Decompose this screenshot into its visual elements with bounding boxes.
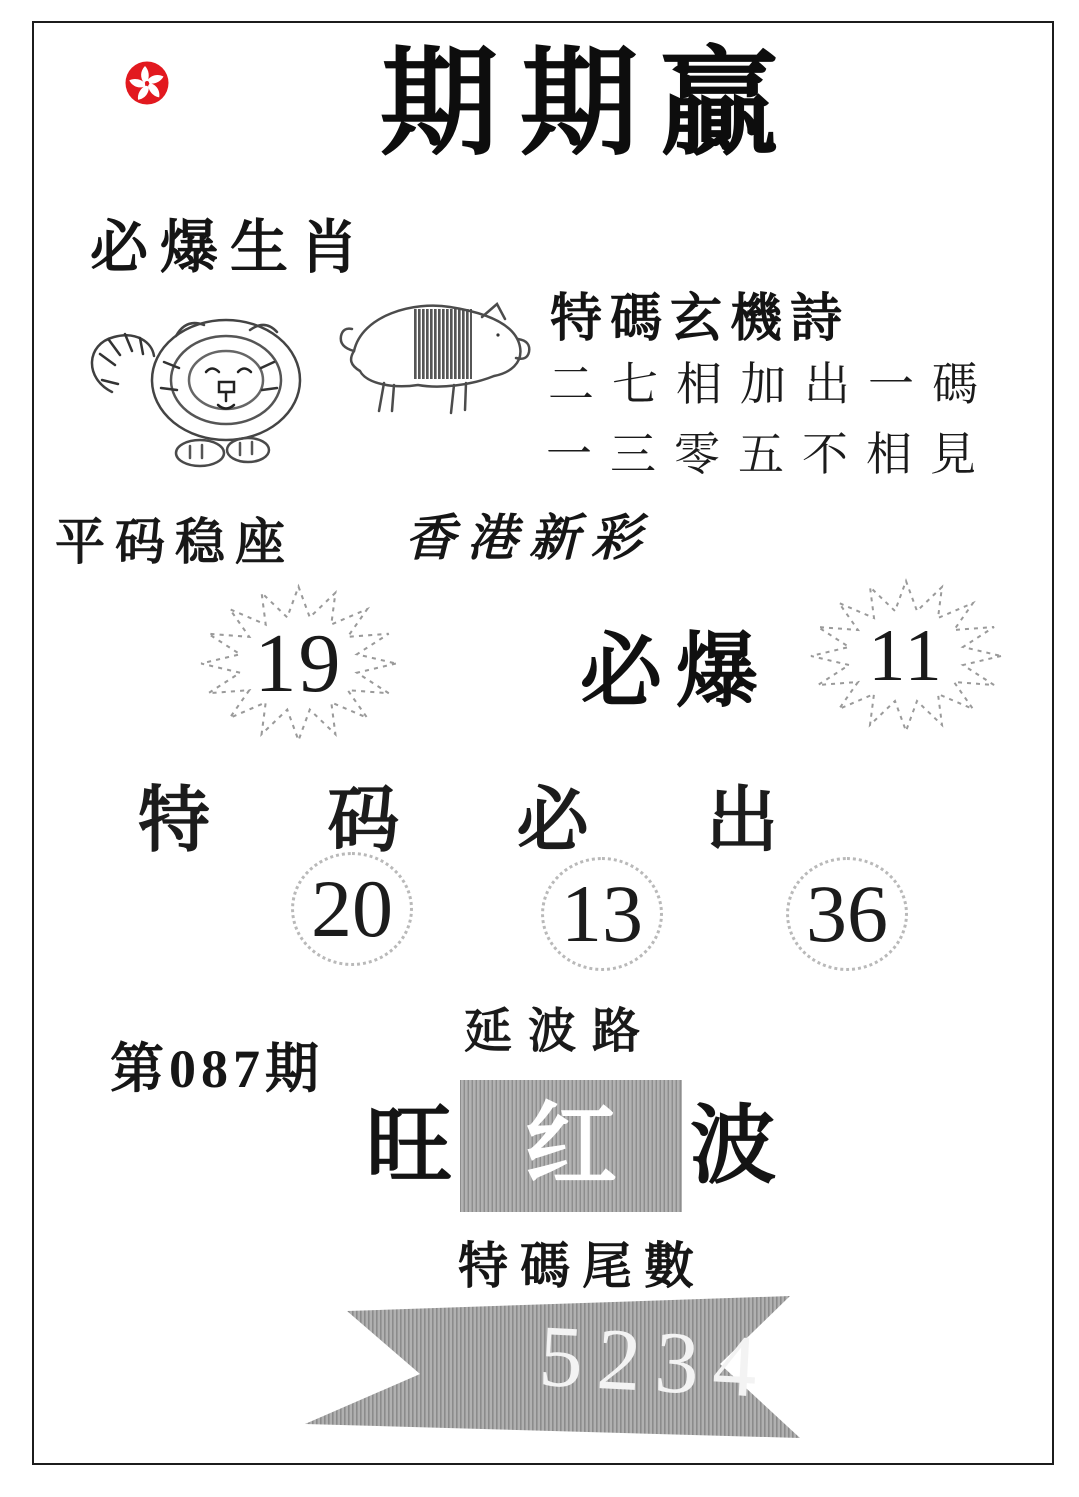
wave-suffix-char: 波 xyxy=(690,1098,776,1194)
tema-char-1: 特 xyxy=(138,781,211,861)
wave-highlight-box xyxy=(460,1080,682,1212)
bibao-number: 11 xyxy=(868,614,944,697)
tema-char-3: 必 xyxy=(516,781,589,861)
tiger-image xyxy=(78,290,316,478)
page-title: 期期贏 xyxy=(379,38,800,170)
pingma-burst-number xyxy=(196,576,401,751)
tema-number-circle: 20 xyxy=(291,852,413,966)
brand-name: 香港新彩 xyxy=(405,510,653,566)
tema-number-circle: 36 xyxy=(786,857,908,971)
pingma-number: 19 xyxy=(254,617,343,710)
pig-image xyxy=(322,293,532,431)
tema-char-4: 出 xyxy=(705,781,778,861)
wave-highlight-char: 红 xyxy=(524,1095,617,1197)
poem-heading: 特碼玄機詩 xyxy=(550,291,851,348)
tema-number-circle: 13 xyxy=(541,857,663,971)
tema-heading-row xyxy=(138,762,778,866)
hong-kong-emblem-icon xyxy=(124,60,170,106)
tema-char-2: 码 xyxy=(327,781,400,861)
tail-number-heading: 特碼尾數 xyxy=(458,1238,706,1294)
tail-number-ribbon xyxy=(300,1288,815,1448)
tail-numbers: 5234 xyxy=(536,1307,774,1418)
bibao-burst-number xyxy=(806,570,1006,742)
issue-number-label: 第087期 xyxy=(110,1039,324,1099)
zodiac-heading: 必爆生肖 xyxy=(90,215,371,280)
hot-wave-row xyxy=(366,1080,776,1212)
wave-prefix-char: 旺 xyxy=(366,1098,452,1194)
wave-path-heading: 延波路 xyxy=(464,1005,657,1058)
poem-line-1: 二七相加出一碼 xyxy=(548,359,996,410)
poem-line-2: 一三零五不相見 xyxy=(546,429,994,480)
pingma-heading: 平码稳座 xyxy=(55,514,295,570)
bibao-label: 必爆 xyxy=(580,626,773,717)
